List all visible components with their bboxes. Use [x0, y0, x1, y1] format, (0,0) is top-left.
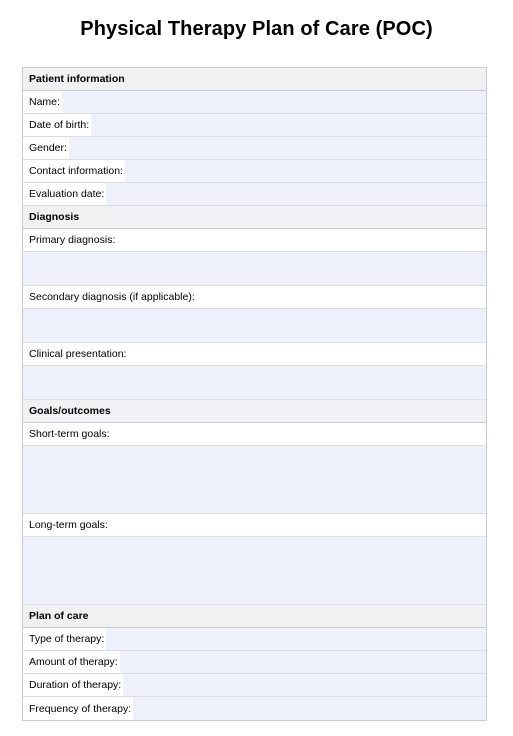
section-header-patient-information: Patient information [23, 68, 486, 91]
field-label-type-of-therapy: Type of therapy: [23, 628, 106, 650]
field-label-gender: Gender: [23, 137, 69, 159]
field-row-frequency-of-therapy [23, 697, 486, 720]
field-row-contact-information [23, 160, 486, 183]
type-of-therapy-input[interactable] [106, 628, 486, 650]
field-label-short-term-goals: Short-term goals: [23, 423, 486, 446]
field-label-secondary-diagnosis: Secondary diagnosis (if applicable): [23, 286, 486, 309]
field-label-contact-information: Contact information: [23, 160, 125, 182]
field-label-amount-of-therapy: Amount of therapy: [23, 651, 120, 673]
field-label-clinical-presentation: Clinical presentation: [23, 343, 486, 366]
field-row-date-of-birth [23, 114, 486, 137]
field-label-long-term-goals: Long-term goals: [23, 514, 486, 537]
date-of-birth-input[interactable] [91, 114, 486, 136]
contact-information-input[interactable] [125, 160, 486, 182]
frequency-of-therapy-input[interactable] [133, 697, 486, 720]
field-row-type-of-therapy [23, 628, 486, 651]
amount-of-therapy-input[interactable] [120, 651, 486, 673]
section-header-diagnosis: Diagnosis [23, 206, 486, 229]
field-label-primary-diagnosis: Primary diagnosis: [23, 229, 486, 252]
evaluation-date-input[interactable] [106, 183, 486, 205]
duration-of-therapy-input[interactable] [123, 674, 486, 696]
poc-form [22, 67, 487, 721]
field-label-evaluation-date: Evaluation date: [23, 183, 106, 205]
field-row-gender [23, 137, 486, 160]
page-title: Physical Therapy Plan of Care (POC) [80, 18, 433, 40]
primary-diagnosis-input[interactable] [23, 252, 486, 286]
field-label-name: Name: [23, 91, 62, 113]
field-label-date-of-birth: Date of birth: [23, 114, 91, 136]
section-header-plan-of-care: Plan of care [23, 605, 486, 628]
section-header-goals-outcomes: Goals/outcomes [23, 400, 486, 423]
field-row-duration-of-therapy [23, 674, 486, 697]
secondary-diagnosis-input[interactable] [23, 309, 486, 343]
short-term-goals-input[interactable] [23, 446, 486, 514]
field-row-amount-of-therapy [23, 651, 486, 674]
field-row-name [23, 91, 486, 114]
gender-input[interactable] [69, 137, 486, 159]
name-input[interactable] [62, 91, 486, 113]
field-label-duration-of-therapy: Duration of therapy: [23, 674, 123, 696]
field-row-evaluation-date [23, 183, 486, 206]
field-label-frequency-of-therapy: Frequency of therapy: [23, 697, 133, 720]
long-term-goals-input[interactable] [23, 537, 486, 605]
clinical-presentation-input[interactable] [23, 366, 486, 400]
